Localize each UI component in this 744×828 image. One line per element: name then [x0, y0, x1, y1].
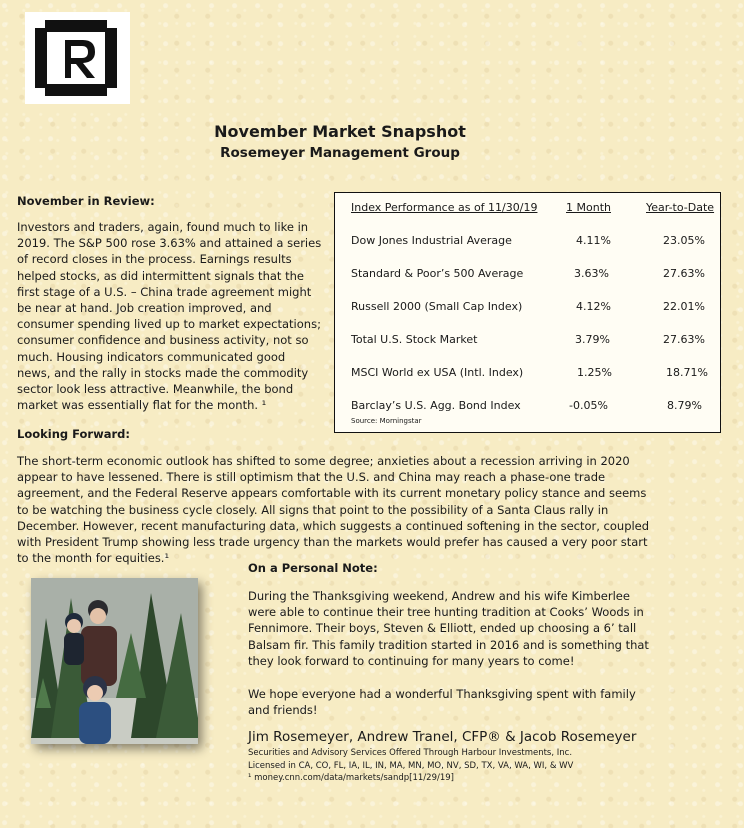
footnote: ¹ money.cnn.com/data/markets/sandp[11/29/19] [248, 773, 454, 783]
index-name: MSCI World ex USA (Intl. Index) [351, 366, 524, 379]
index-performance-table [334, 192, 721, 433]
licensing-disclosure: Licensed in CA, CO, FL, IA, IL, IN, MA, MN, MO, NV, SD, TX, VA, WA, WI, & WV [248, 761, 574, 771]
table-row [335, 333, 720, 353]
index-name: Standard & Poor’s 500 Average [351, 267, 524, 280]
header-ytd: Year-to-Date [646, 201, 715, 214]
closing-text: We hope everyone had a wonderful Thanksgiving spent with family and friends! [248, 687, 636, 718]
table-row [335, 234, 720, 254]
personal-text: During the Thanksgiving weekend, Andrew and his wife Kimberlee were able to continue their tree hunting tradition at Cooks’ Woods in Fennimore. Their boys, Steven & Elliott, ended up choosing a 6’ tall Balsam fir. This family tradition started in 2016 and is something that they look forward to continuing for many years to come! [248, 589, 649, 668]
forward-text: The short-term economic outlook has shifted to some degree; anxieties about a recession arriving in 2020 appear to have lessened. There is still optimism that the U.S. and China may reach a phase-one trade agreement, and the Federal Reserve appears comfortable with its current monetary policy stance and seems to be watching the business cycle closely. All signs that point to the possibility of a Santa Claus rally in December. However, recent manufacturing data, which suggests a continued softening in the sector, coupled with President Trump showing less trade urgency than the markets would prefer has caused a very poor start to the month for equities.¹ [17, 454, 650, 566]
ytd-value: 27.63% [663, 333, 705, 346]
index-name: Dow Jones Industrial Average [351, 234, 512, 247]
ytd-value: 27.63% [663, 267, 705, 280]
table-row [335, 267, 720, 287]
personal-heading: On a Personal Note: [248, 561, 378, 575]
signers: Jim Rosemeyer, Andrew Tranel, CFP® & Jacob Rosemeyer [248, 729, 637, 745]
table-row [335, 399, 720, 419]
month-value: 4.11% [576, 234, 611, 247]
review-text: Investors and traders, again, found much to like in 2019. The S&P 500 rose 3.63% and attained a series of record closes in the process. Earnings results helped stocks, as did intermittent signals that the first stage of a U.S. – China trade agreement might be near at hand. Job creation improved, and consumer spending lived up to market expectations; consumer confidence and business activity, not so much. Housing indicators communicated good news, and the rally in stocks made the commodity sector look less attractive. Meanwhile, the bond market was essentially flat for the month. ¹ [17, 220, 322, 413]
family-photo [31, 578, 198, 744]
month-value: 3.63% [574, 267, 609, 280]
ytd-value: 23.05% [663, 234, 705, 247]
ytd-value: 8.79% [667, 399, 702, 412]
ytd-value: 22.01% [663, 300, 705, 313]
page-subtitle: Rosemeyer Management Group [220, 145, 460, 161]
table-source: Source: Morningstar [351, 417, 422, 425]
month-value: 4.12% [576, 300, 611, 313]
header-one-month: 1 Month [566, 201, 611, 214]
review-heading: November in Review: [17, 194, 155, 208]
index-name: Total U.S. Stock Market [351, 333, 478, 346]
header-index: Index Performance as of 11/30/19 [351, 201, 538, 214]
forward-heading: Looking Forward: [17, 427, 130, 441]
r-logo-icon [25, 12, 130, 104]
index-name: Russell 2000 (Small Cap Index) [351, 300, 523, 313]
page-title: November Market Snapshot [214, 122, 466, 141]
table-row [335, 366, 720, 386]
month-value: -0.05% [569, 399, 608, 412]
month-value: 3.79% [575, 333, 610, 346]
tree-farm-photo-icon [31, 578, 198, 744]
index-name: Barclay’s U.S. Agg. Bond Index [351, 399, 521, 412]
ytd-value: 18.71% [666, 366, 708, 379]
company-logo [25, 12, 130, 104]
month-value: 1.25% [577, 366, 612, 379]
securities-disclosure: Securities and Advisory Services Offered Through Harbour Investments, Inc. [248, 748, 573, 758]
table-row [335, 300, 720, 320]
